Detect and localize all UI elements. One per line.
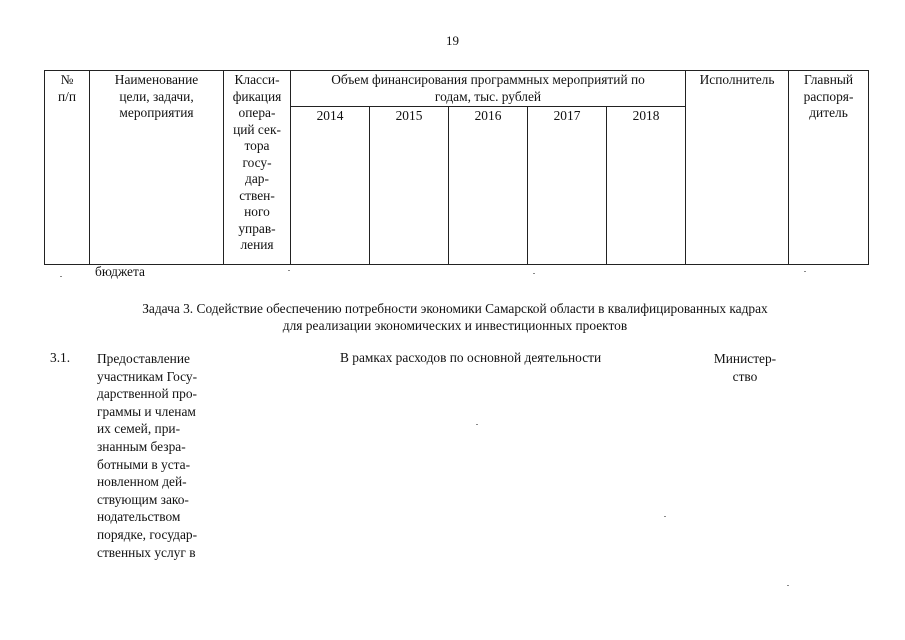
scan-speck [476,424,478,425]
year-2014: 2014 [291,107,370,265]
header-executor [686,71,789,265]
header-main-manager [789,71,869,265]
task-title-line1: Задача 3. Содействие обеспечению потребности экономики Самарской области в квалифицированных кадрах [142,301,768,316]
page-number: 19 [446,33,459,48]
header-classification [224,71,291,265]
budget-tail-text: бюджета [95,264,145,279]
header-number [45,71,90,265]
scan-speck [533,273,535,274]
header-classification-text: Класси- фикация опера- ций сек- тора госу- дар- ствен- ного управ- ления [232,72,282,252]
row-number: 3.1. [50,350,71,365]
scan-speck [288,270,290,271]
header-name-text: Наименование цели, задачи, мероприятия [114,72,199,120]
task-title-line2: для реализации экономических и инвестиционных проектов [282,318,628,333]
program-table-header [44,70,869,265]
year-2015: 2015 [370,107,449,265]
scan-speck [804,271,806,272]
header-name [90,71,224,265]
task-title [60,300,850,334]
header-executor-text: Исполнитель [699,72,775,87]
year-2016: 2016 [449,107,528,265]
year-2017: 2017 [528,107,607,265]
header-main-manager-text: Главный распоря- дитель [803,72,854,120]
row-executor: Министер- ство [713,351,777,384]
scan-speck [60,276,62,277]
row-name: Предоставление участникам Госу- дарственной про- граммы и членам их семей, при- знанным безра- ботными в уста- новленном дей- ствующим зако- нодательством порядке, государ- ственных услуг в [97,351,198,560]
header-funding [291,71,686,107]
row-funding: В рамках расходов по основной деятельности [340,350,602,365]
header-funding-text: Объем финансирования программных мероприятий по годам, тыс. рублей [331,72,645,104]
header-number-text: № п/п [57,72,77,104]
scan-speck [787,585,789,586]
year-2018: 2018 [607,107,686,265]
scan-speck [664,516,666,517]
